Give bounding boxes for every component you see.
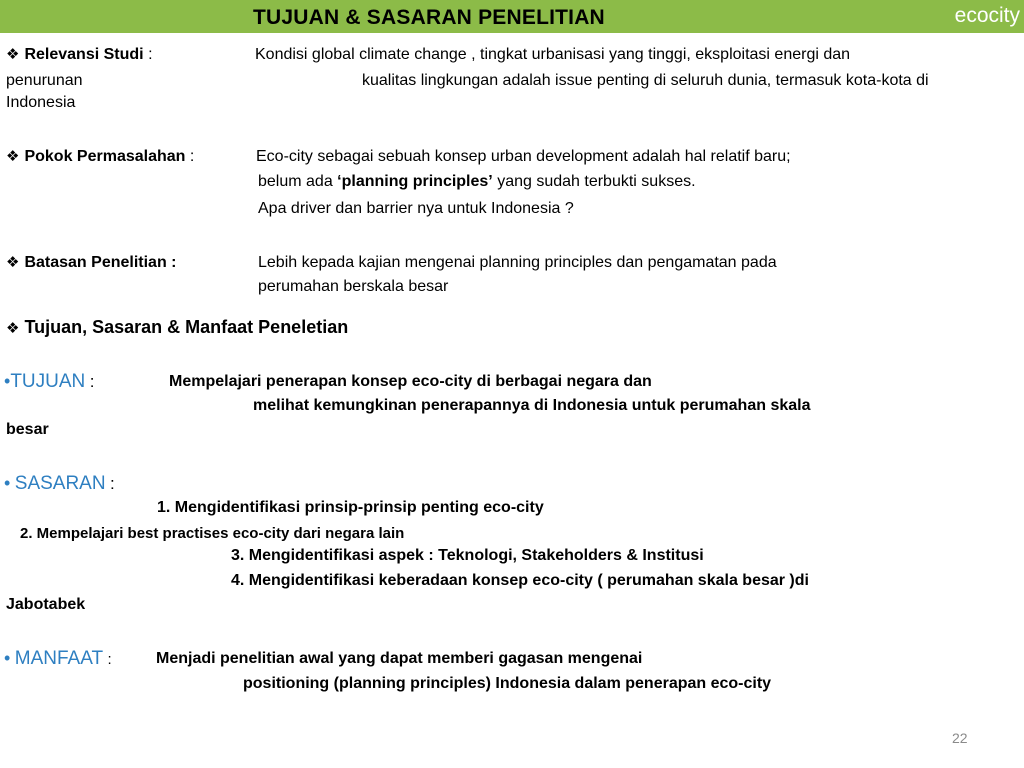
- sasaran-item-4-cont: Jabotabek: [6, 596, 86, 613]
- relevansi-line1: Kondisi global climate change , tingkat urbanisasi yang tinggi, eksploitasi energi dan: [255, 46, 851, 63]
- manfaat-label-group: [4, 647, 112, 671]
- pokok-line2-pre: belum ada: [258, 173, 338, 190]
- relevansi-line2-right: kualitas lingkungan adalah issue penting di seluruh dunia, termasuk kota-kota di: [362, 72, 929, 89]
- relevansi-colon: :: [148, 46, 153, 63]
- tujuan-label: TUJUAN: [10, 371, 86, 392]
- diamond-bullet-icon: ❖: [6, 320, 20, 337]
- batasan-heading: [6, 253, 177, 273]
- sasaran-label: SASARAN: [14, 473, 106, 494]
- diamond-bullet-icon: ❖: [6, 46, 20, 63]
- pokok-line1: Eco-city sebagai sebuah konsep urban development adalah hal relatif baru;: [256, 148, 791, 165]
- sasaran-item-4: 4. Mengidentifikasi keberadaan konsep eco-city ( perumahan skala besar )di: [231, 572, 809, 589]
- pokok-planning-principles: ‘planning principles’: [337, 173, 493, 190]
- batasan-line1: Lebih kepada kajian mengenai planning principles dan pengamatan pada: [258, 254, 777, 271]
- tujuan-line1: Mempelajari penerapan konsep eco-city di berbagai negara dan: [169, 373, 652, 390]
- diamond-bullet-icon: ❖: [6, 148, 20, 165]
- manfaat-label: MANFAAT: [14, 648, 104, 669]
- tujuan-line2: melihat kemungkinan penerapannya di Indonesia untuk perumahan skala: [253, 397, 811, 414]
- pokok-heading: [6, 147, 194, 167]
- sasaran-item-2: 2. Mempelajari best practises eco-city dari negara lain: [20, 525, 405, 542]
- tujuan-colon: :: [89, 372, 95, 391]
- pokok-label: Pokok Permasalahan: [24, 148, 186, 165]
- tujuan-label-group: [4, 370, 94, 394]
- relevansi-line3: Indonesia: [6, 94, 76, 111]
- page-number: 22: [952, 730, 968, 746]
- pokok-line2: [258, 172, 696, 192]
- manfaat-line1: Menjadi penelitian awal yang dapat memberi gagasan mengenai: [156, 650, 643, 667]
- sasaran-item-1: 1. Mengidentifikasi prinsip-prinsip penting eco-city: [157, 499, 544, 516]
- batasan-label: Batasan Penelitian :: [24, 254, 177, 271]
- relevansi-heading: [6, 45, 153, 65]
- pokok-colon: :: [189, 148, 195, 165]
- manfaat-bullet: •: [4, 648, 11, 668]
- manfaat-colon: :: [107, 651, 112, 668]
- batasan-line2: perumahan berskala besar: [258, 278, 449, 295]
- sasaran-colon: :: [110, 474, 115, 493]
- brand-label: ecocity: [954, 4, 1020, 27]
- tujuan-line3: besar: [6, 421, 49, 438]
- relevansi-line2-left: penurunan: [6, 72, 83, 89]
- tujuan-sasaran-heading: [6, 316, 348, 340]
- manfaat-line2: positioning (planning principles) Indonesia dalam penerapan eco-city: [243, 675, 772, 692]
- pokok-line3: Apa driver dan barrier nya untuk Indonesia ?: [258, 200, 574, 217]
- slide-title: TUJUAN & SASARAN PENELITIAN: [253, 6, 605, 29]
- sasaran-label-group: [4, 472, 115, 496]
- diamond-bullet-icon: ❖: [6, 254, 20, 271]
- relevansi-label: Relevansi Studi: [24, 46, 144, 63]
- sasaran-bullet: •: [4, 473, 11, 493]
- tujuan-sasaran-label: Tujuan, Sasaran & Manfaat Peneletian: [24, 317, 349, 337]
- pokok-line2-post: yang sudah terbukti sukses.: [492, 173, 696, 190]
- sasaran-item-3: 3. Mengidentifikasi aspek : Teknologi, Stakeholders & Institusi: [231, 547, 704, 564]
- tujuan-bullet: •: [4, 371, 11, 391]
